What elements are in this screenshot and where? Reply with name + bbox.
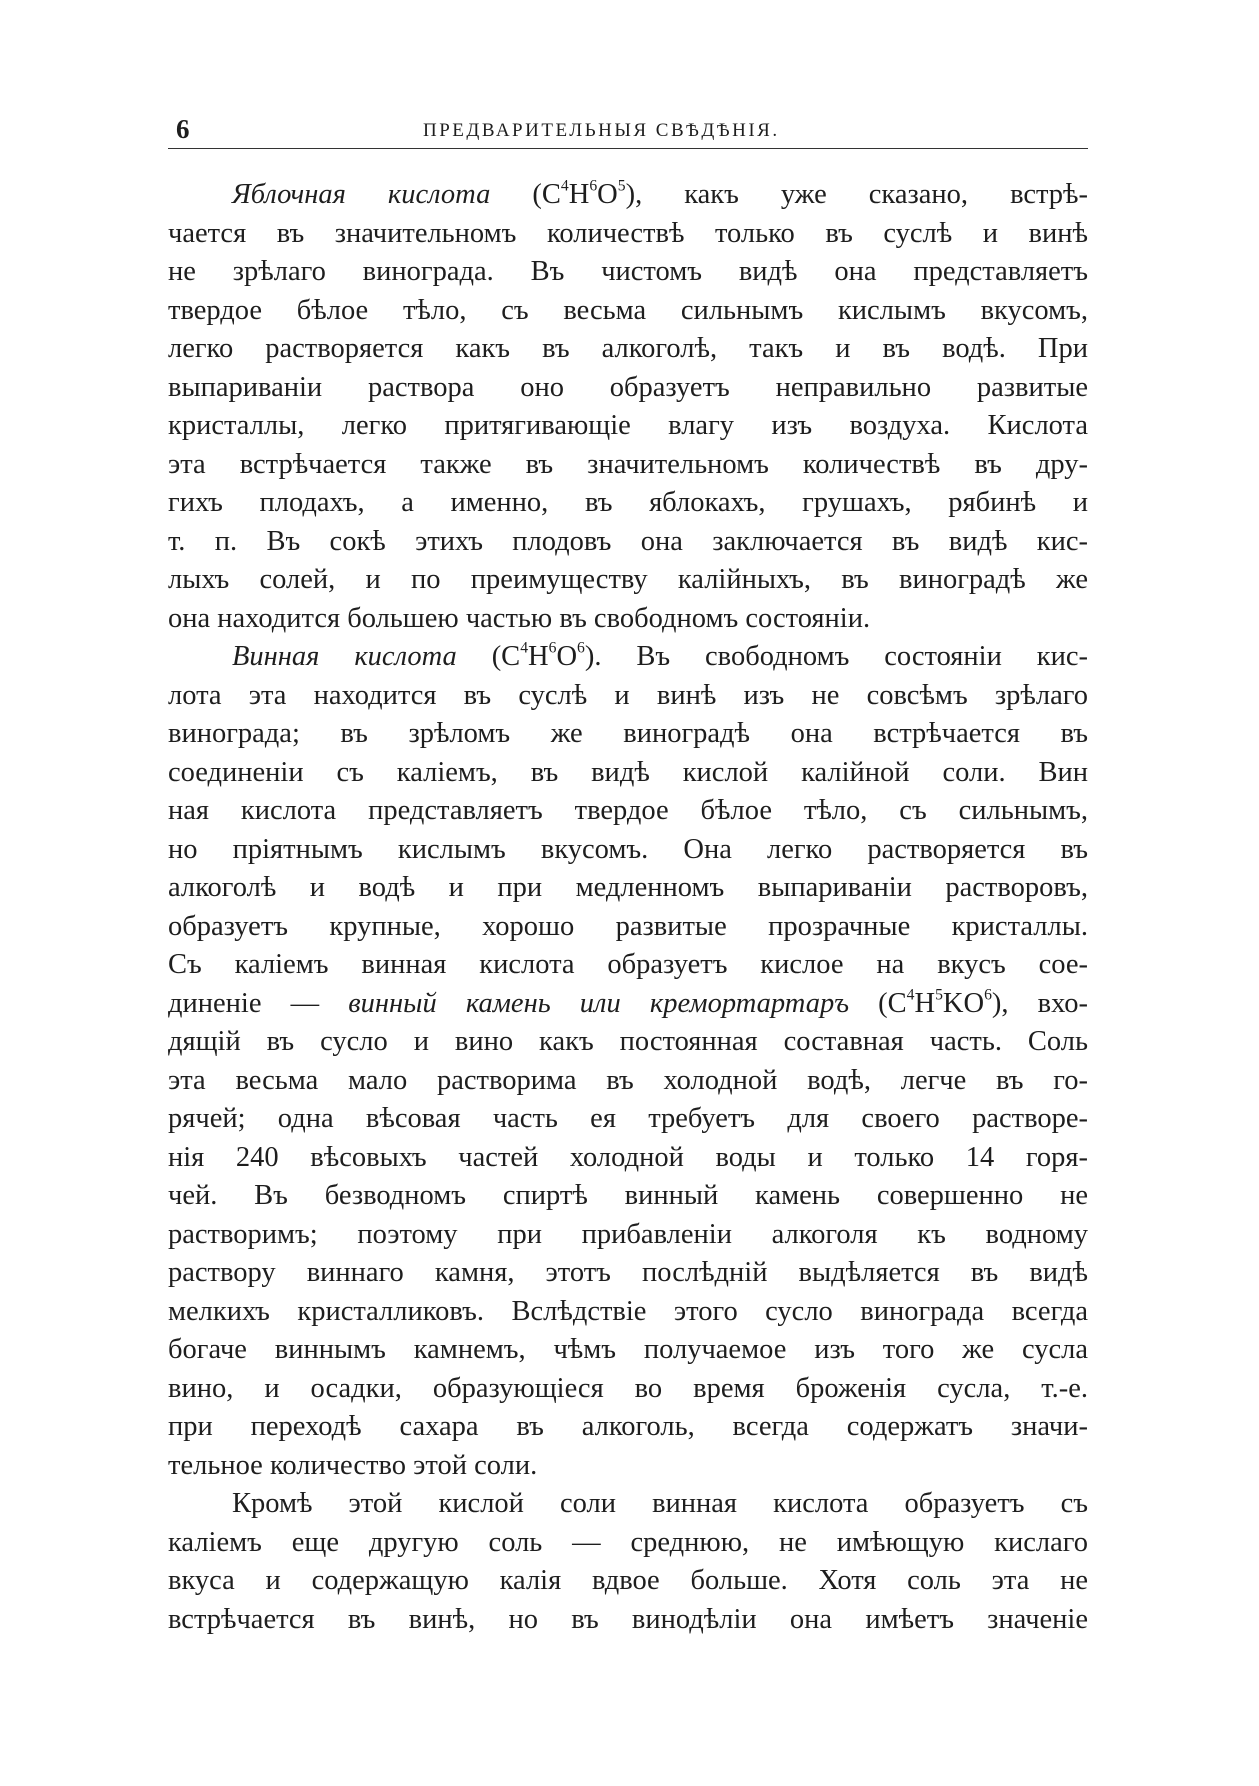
text-line: чается въ значительномъ количествѣ только въ суслѣ и винѣ [168,217,1088,249]
text-line: образуетъ крупные, хорошо развитые прозрачные кристаллы. [168,910,1088,942]
page-number: 6 [176,114,190,144]
text-line: она находится большею частью въ свободномъ состояніи. [168,602,871,634]
cream-of-tartar-line: диненіе — винный камень или кремортартаръ $(C^4H^5KO^6)$, вхо- [168,985,1088,1019]
text-line: соединеніи съ каліемъ, въ видѣ кислой калійной соли. Вин [168,756,1088,788]
body-text [168,176,1088,1639]
text-line: дящій въ сусло и вино какъ постоянная составная часть. Соль [168,1026,1088,1057]
text-line: винограда; въ зрѣломъ же виноградѣ она встрѣчается въ [168,718,1088,749]
header-rule [168,148,1088,149]
term-malic-acid: Яблочная кислота [232,179,491,210]
paragraph-malic-first-line: Яблочная кислота $(C^4H^6O^5)$, какъ уже сказано, встрѣ- [232,177,1088,210]
text-line: гихъ плодахъ, а именно, въ яблокахъ, грушахъ, рябинѣ и [168,487,1088,518]
text-line: мелкихъ кристалликовъ. Вслѣдствіе этого сусло винограда всегда [168,1295,1088,1327]
text-line: встрѣчается въ винѣ, но въ винодѣліи она имѣетъ значеніе [168,1603,1088,1635]
text-line: раствору виннаго камня, этотъ послѣдній выдѣляется въ видѣ [168,1257,1088,1288]
text-line: вкуса и содержащую калія вдвое больше. Хотя соль эта не [168,1565,1088,1596]
text-line: эта весьма мало растворима въ холодной водѣ, легче въ го- [168,1064,1088,1096]
text-line: не зрѣлаго винограда. Въ чистомъ видѣ она представляетъ [168,256,1088,287]
text-line: кристаллы, легко притягивающіе влагу изъ воздуха. Кислота [168,410,1088,441]
text-line: тельное количество этой соли. [168,1449,538,1481]
text-line: богаче виннымъ камнемъ, чѣмъ получаемое изъ того же сусла [168,1334,1088,1365]
text-line: алкоголѣ и водѣ и при медленномъ выпариваніи растворовъ, [168,872,1088,903]
text-line: нія 240 вѣсовыхъ частей холодной воды и только 14 горя- [168,1141,1088,1173]
text-line: лота эта находится въ суслѣ и винѣ изъ не совсѣмъ зрѣлаго [168,679,1088,711]
text-line: Съ каліемъ винная кислота образуетъ кислое на вкусъ сое- [168,949,1088,980]
term-cream-of-tartar: винный камень или кремортартаръ [348,987,849,1019]
page-header [168,108,1088,148]
text-line: при переходѣ сахара въ алкоголь, всегда содержатъ значи- [168,1411,1088,1442]
paragraph-salt-first-line: Кромѣ этой кислой соли винная кислота образуетъ съ [232,1488,1088,1519]
text-line: рячей; одна вѣсовая часть ея требуетъ для своего растворе- [168,1103,1088,1134]
term-tartaric-acid: Винная кислота [232,641,457,672]
text-line: твердое бѣлое тѣло, съ весьма сильнымъ кислымъ вкусомъ, [168,294,1088,326]
text-line: но пріятнымъ кислымъ вкусомъ. Она легко растворяется въ [168,833,1088,865]
running-head: ПРЕДВАРИТЕЛЬНЫЯ СВѢДѢНІЯ. [423,120,780,141]
text-line: эта встрѣчается также въ значительномъ количествѣ въ дру- [168,448,1088,480]
text-line: каліемъ еще другую соль — среднюю, не имѣющую кислаго [168,1526,1088,1558]
text-line: вино, и осадки, образующіеся во время броженія сусла, т.-е. [168,1372,1088,1404]
text-line: ная кислота представляетъ твердое бѣлое тѣло, съ сильнымъ, [168,795,1088,826]
paragraph-tartaric-first-line: Винная кислота $(C^4H^6O^6)$. Въ свободномъ состояніи кис- [232,639,1088,672]
text-line: т. п. Въ сокѣ этихъ плодовъ она заключается въ видѣ кис- [168,525,1088,557]
text-line: чей. Въ безводномъ спиртѣ винный камень совершенно не [168,1180,1088,1211]
text-line: лыхъ солей, и по преимуществу калійныхъ, въ виноградѣ же [168,564,1088,595]
text-line: растворимъ; поэтому при прибавленіи алкоголя къ водному [168,1218,1088,1250]
text-line: выпариваніи раствора оно образуетъ неправильно развитые [168,371,1088,403]
text-line: легко растворяется какъ въ алкоголѣ, такъ и въ водѣ. При [168,333,1088,364]
